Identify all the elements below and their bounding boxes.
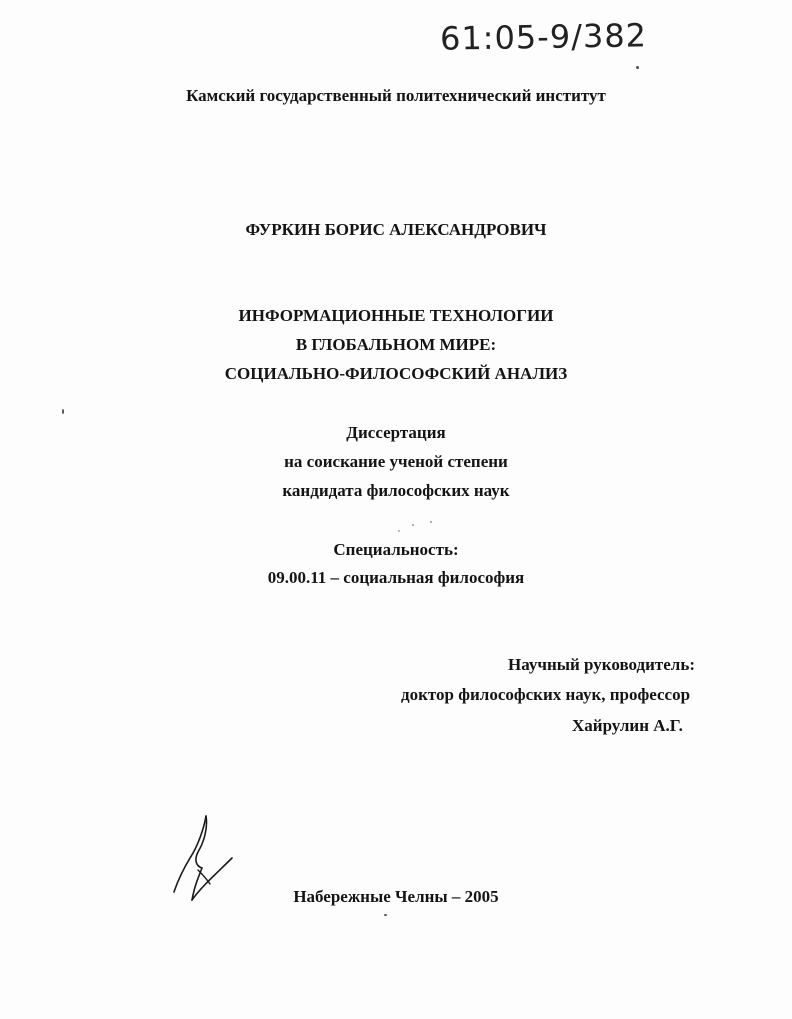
scan-speck bbox=[636, 66, 639, 69]
scan-speck bbox=[430, 521, 432, 523]
handwritten-signature bbox=[168, 808, 248, 908]
advisor-name: Хайрулин А.Г. bbox=[572, 716, 683, 735]
scan-speck bbox=[62, 409, 64, 414]
scan-speck bbox=[398, 530, 400, 532]
institution-name: Камский государственный политехнический институт bbox=[186, 86, 606, 105]
title-line-3: СОЦИАЛЬНО-ФИЛОСОФСКИЙ АНАЛИЗ bbox=[224, 364, 568, 383]
author-name: ФУРКИН БОРИС АЛЕКСАНДРОВИЧ bbox=[245, 220, 547, 239]
scan-speck bbox=[412, 524, 414, 526]
work-type-line-1: Диссертация bbox=[346, 423, 446, 442]
advisor-degree: доктор философских наук, профессор bbox=[401, 685, 691, 704]
specialty-label: Специальность: bbox=[333, 540, 459, 559]
title-line-1: ИНФОРМАЦИОННЫЕ ТЕХНОЛОГИИ bbox=[238, 306, 554, 325]
specialty-value: 09.00.11 – социальная философия bbox=[267, 568, 525, 587]
work-type-line-2: на соискание ученой степени bbox=[284, 452, 508, 471]
place-and-year: Набережные Челны – 2005 bbox=[293, 887, 499, 906]
title-line-2: В ГЛОБАЛЬНОМ МИРЕ: bbox=[295, 335, 497, 354]
work-type-line-3: кандидата философских наук bbox=[282, 481, 510, 500]
scan-speck bbox=[384, 914, 387, 916]
advisor-label: Научный руководитель: bbox=[508, 655, 695, 674]
archive-stamp-number: 61:05-9/382 bbox=[439, 16, 648, 58]
